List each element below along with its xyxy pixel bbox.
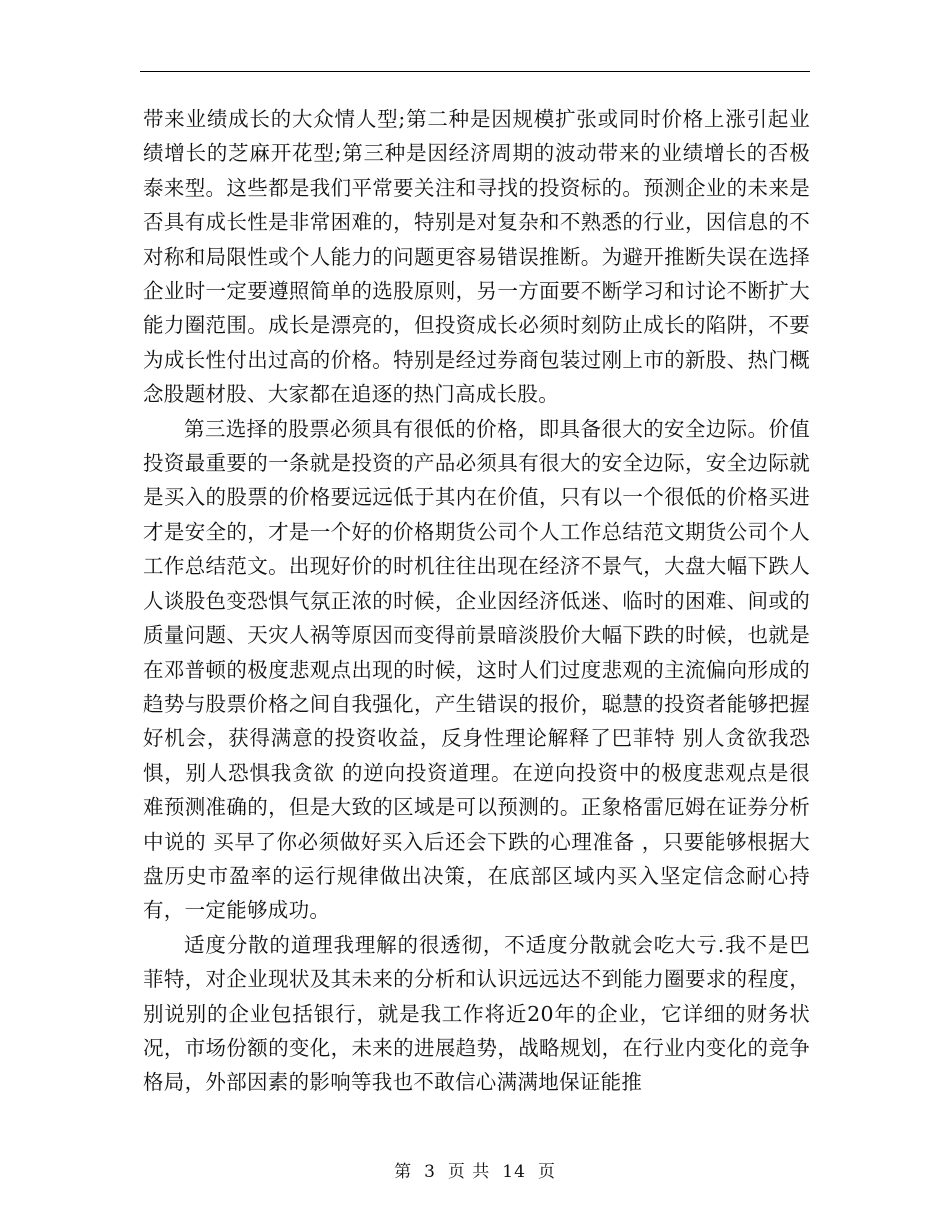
page-footer <box>0 1157 950 1182</box>
footer-mid: 页 共 <box>447 1162 491 1182</box>
footer-page-number: 3 <box>424 1162 436 1182</box>
paragraph: 带来业绩成长的大众情人型;第二种是因规模扩张或同时价格上涨引起业绩增长的芝麻开花型;第三种是因经济周期的波动带来的业绩增长的否极泰来型。这些都是我们平常要关注和寻找的投资标的。预测企业的未来是否具有成长性是非常困难的，特别是对复杂和不熟悉的行业，因信息的不对称和局限性或个人能力的问题更容易错误推断。为避开推断失误在选择企业时一定要遵照简单的选股原则，另一方面要不断学习和讨论不断扩大能力圈范围。成长是漂亮的，但投资成长必须时刻防止成长的陷阱，不要为成长性付出过高的价格。特别是经过券商包装过刚上市的新股、热门概念股题材股、大家都在追逐的热门高成长股。 <box>143 107 810 407</box>
header-rule <box>140 71 810 72</box>
footer-suffix: 页 <box>537 1162 556 1182</box>
footer-prefix: 第 <box>394 1162 413 1182</box>
paragraph: 第三选择的股票必须具有很低的价格，即具备很大的安全边际。价值投资最重要的一条就是投资的产品必须具有很大的安全边际，安全边际就是买入的股票的价格要远远低于其内在价值，只有以一个很低的价格买进才是安全的，才是一个好的价格期货公司个人工作总结范文期货公司个人工作总结范文。出现好价的时机往往出现在经济不景气，大盘大幅下跌人人谈股色变恐惧气氛正浓的时候，企业因经济低迷、临时的困难、间或的质量问题、天灾人祸等原因而变得前景暗淡股价大幅下跌的时候，也就是在邓普顿的极度悲观点出现的时候，这时人们过度悲观的主流偏向形成的趋势与股票价格之间自我强化，产生错误的报价，聪慧的投资者能够把握好机会，获得满意的投资收益，反身性理论解释了巴菲特 别人贪欲我恐惧，别人恐惧我贪欲 的逆向投资道理。在逆向投资中的极度悲观点是很难预测准确的，但是大致的区域是可以预测的。正象格雷厄姆在证券分析中说的 买早了你必须做好买入后还会下跌的心理准备 ，只要能够根据大盘历史市盈率的运行规律做出决策，在底部区域内买入坚定信念耐心持有，一定能够成功。 <box>143 416 810 923</box>
paragraph: 适度分散的道理我理解的很透彻，不适度分散就会吃大亏.我不是巴菲特，对企业现状及其未来的分析和认识远远达不到能力圈要求的程度，别说别的企业包括银行，就是我工作将近20年的企业，它详细的财务状况，市场份额的变化，未来的进展趋势，战略规划，在行业内变化的竞争格局，外部因素的影响等我也不敢信心满满地保证能推 <box>143 932 810 1095</box>
footer-total-pages: 14 <box>502 1162 526 1182</box>
document-body <box>143 102 810 1100</box>
